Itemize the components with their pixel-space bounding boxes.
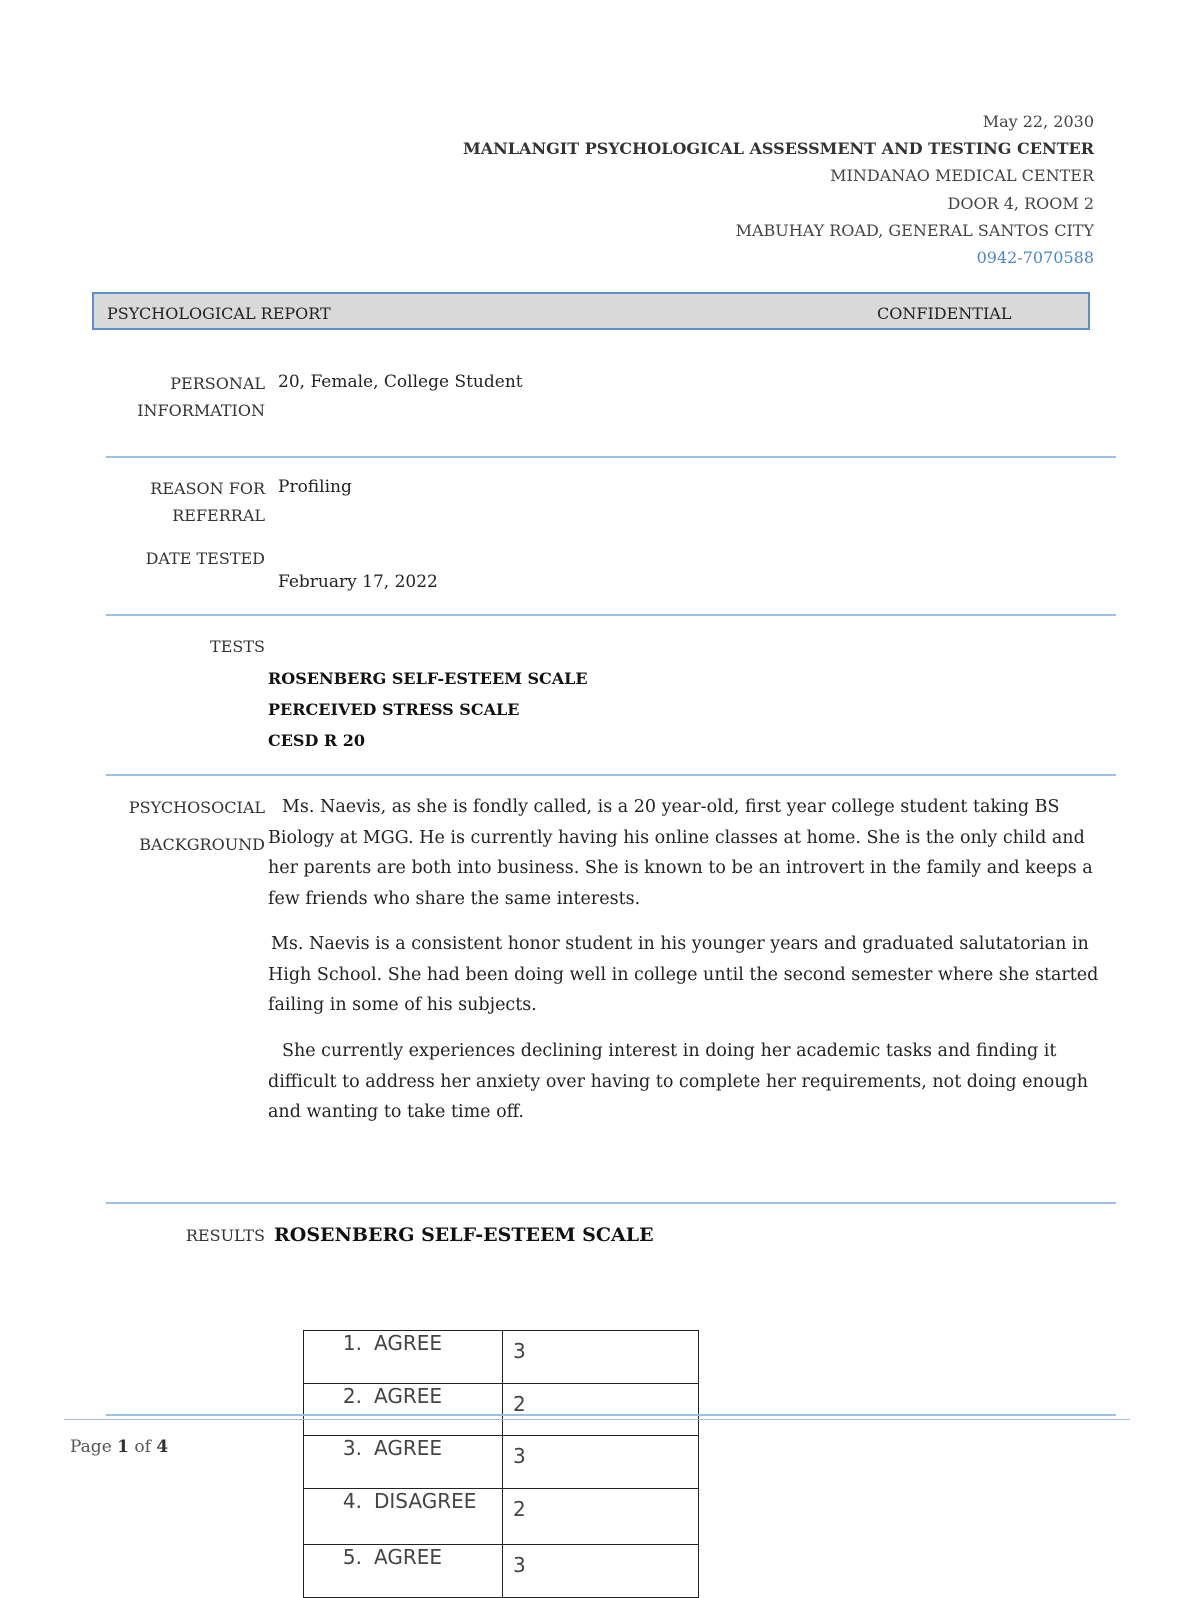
referral-label: REASON FOR REFERRAL (150, 479, 265, 525)
footer-divider (106, 1414, 1116, 1416)
confidential-label: CONFIDENTIAL (877, 304, 1012, 323)
date-tested-label: DATE TESTED (145, 549, 265, 568)
item-score: 2 (503, 1384, 699, 1436)
table-row (304, 1436, 699, 1489)
report-banner (92, 292, 1090, 330)
background-paragraph: She currently experiences declining interest in doing her academic tasks and finding it difficult to address her anxiety over having to complete her requirements, not doing enough and wanting to take time off. (268, 1041, 1089, 1122)
table-row (304, 1489, 699, 1545)
item-response: AGREE (374, 1331, 442, 1355)
background-paragraph: Ms. Naevis, as she is fondly called, is a 20 year-old, first year college student taking BS Biology at MGG. He is currently having his online classes at home. She is the only child and her parents are both into business. She is known to be an introvert in the family and keeps a few friends who share the same interests. (268, 797, 1093, 909)
table-row (304, 1384, 699, 1436)
date-tested-value: February 17, 2022 (278, 572, 438, 592)
background-paragraph: Ms. Naevis is a consistent honor student in his younger years and graduated salutatorian in High School. She had been doing well in college until the second semester where she started failing in some of his subjects. (268, 934, 1099, 1015)
report-date: May 22, 2030 (982, 112, 1094, 131)
item-number: 2. (342, 1384, 362, 1408)
test-item: PERCEIVED STRESS SCALE (268, 700, 520, 719)
item-number: 3. (342, 1436, 362, 1460)
personal-info-value: 20, Female, College Student (278, 372, 523, 392)
item-number: 5. (342, 1545, 362, 1569)
footer-rule (64, 1419, 1130, 1420)
report-title: PSYCHOLOGICAL REPORT (107, 304, 331, 323)
page-indicator: Page 1 of 4 (70, 1437, 169, 1457)
referral-value: Profiling (278, 477, 352, 497)
test-item: ROSENBERG SELF-ESTEEM SCALE (268, 669, 588, 688)
item-number: 1. (342, 1331, 362, 1355)
tests-label: TESTS (210, 637, 265, 656)
item-number: 4. (342, 1489, 362, 1513)
section-divider (106, 1202, 1116, 1204)
org-room: DOOR 4, ROOM 2 (947, 194, 1094, 213)
item-score: 3 (503, 1331, 699, 1384)
section-divider (106, 456, 1116, 458)
org-location: MINDANAO MEDICAL CENTER (830, 166, 1094, 185)
item-score: 3 (503, 1545, 699, 1598)
personal-info-label: PERSONAL INFORMATION (137, 374, 265, 420)
psychosocial-label: PSYCHOSOCIAL BACKGROUND (128, 798, 265, 854)
item-response: AGREE (374, 1436, 442, 1460)
table-row (304, 1331, 699, 1384)
item-response: AGREE (374, 1545, 442, 1569)
org-name: MANLANGIT PSYCHOLOGICAL ASSESSMENT AND TESTING CENTER (463, 139, 1094, 158)
org-phone-link[interactable]: 0942-7070588 (976, 248, 1094, 267)
item-response: DISAGREE (374, 1489, 477, 1513)
results-table (303, 1330, 699, 1598)
section-divider (106, 614, 1116, 616)
test-item: CESD R 20 (268, 731, 366, 750)
item-score: 2 (503, 1489, 699, 1545)
item-response: AGREE (374, 1384, 442, 1408)
item-score: 3 (503, 1436, 699, 1489)
org-address: MABUHAY ROAD, GENERAL SANTOS CITY (735, 221, 1094, 240)
results-label: RESULTS (185, 1226, 265, 1245)
section-divider (106, 774, 1116, 776)
results-test-title: ROSENBERG SELF-ESTEEM SCALE (274, 1224, 654, 1246)
table-row (304, 1545, 699, 1598)
